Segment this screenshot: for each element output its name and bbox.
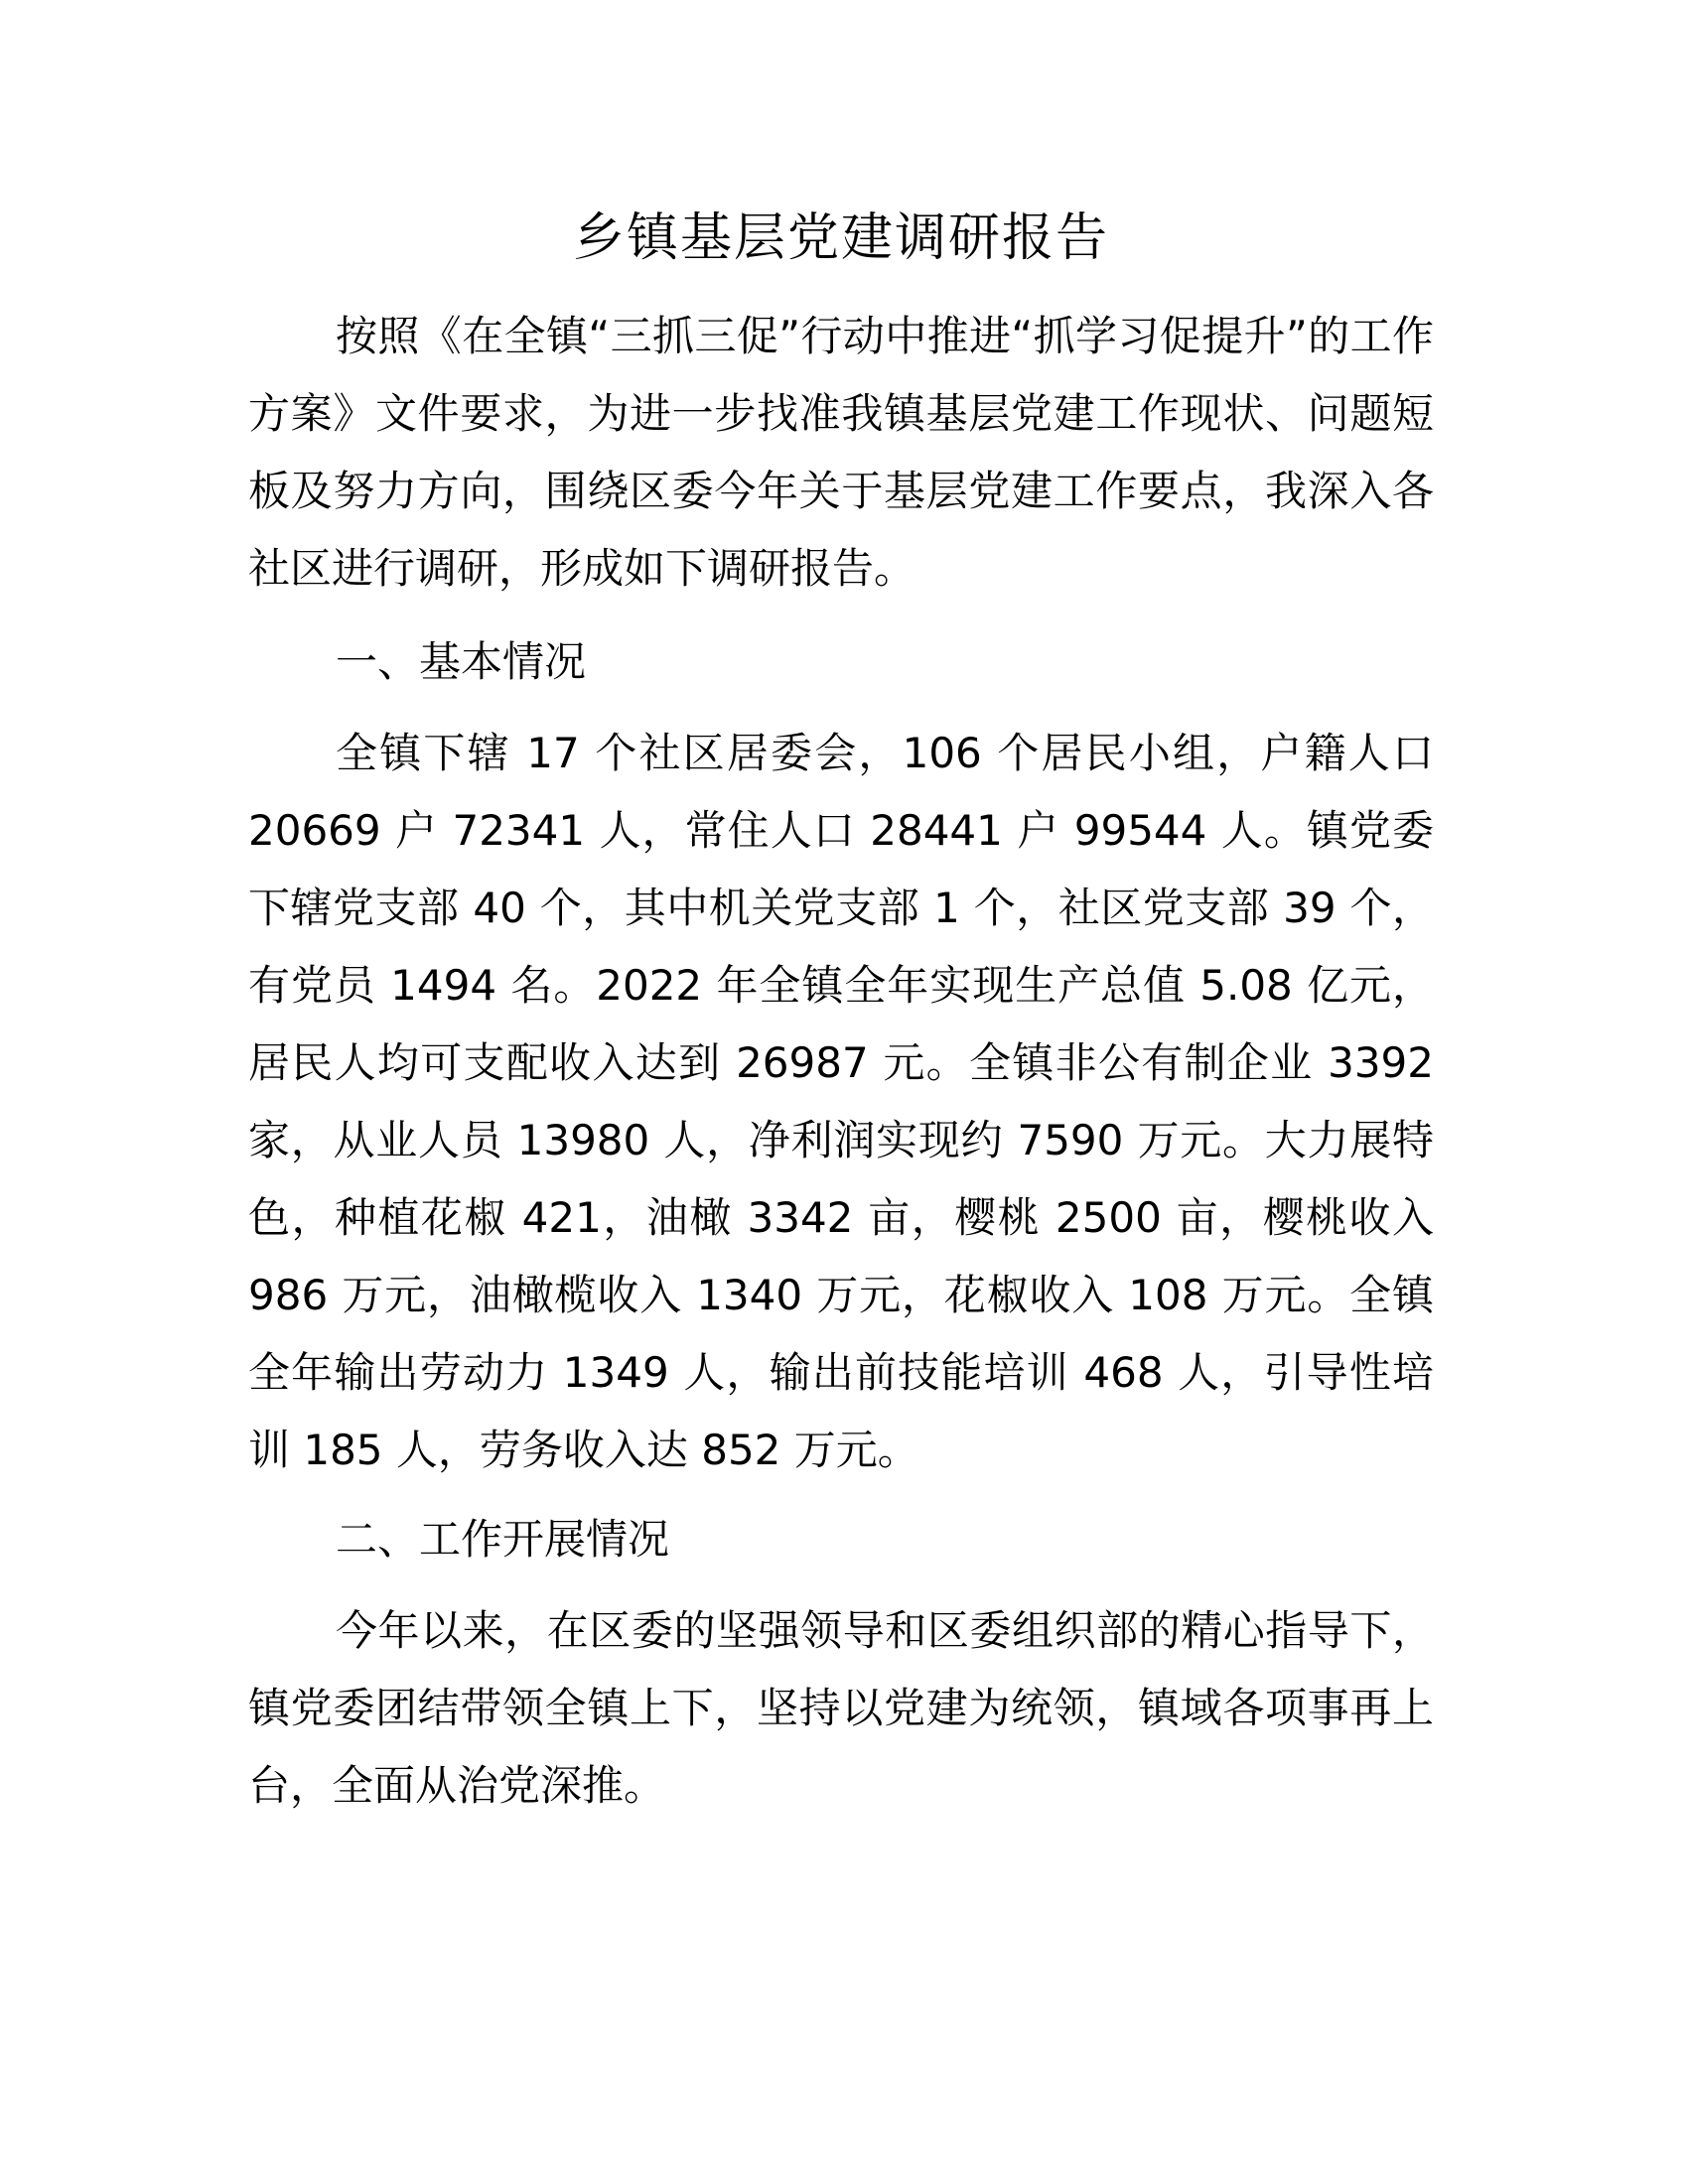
section-heading-work: 二、工作开展情况 bbox=[336, 1515, 670, 1564]
work-progress-paragraph: 今年以来，在区委的坚强领导和区委组织部的精心指导下，镇党委团结带领全镇上下，坚持以党建为统领，镇域各项事再上台，全面从治党深推。 bbox=[248, 1606, 1434, 1810]
document-title: 乡镇基层党建调研报告 bbox=[572, 208, 1109, 268]
basic-situation-paragraph: 全镇下辖 17 个社区居委会，106 个居民小组，户籍人口 20669 户 72341 人，常住人口 28441 户 99544 人。镇党委下辖党支部 40 个，其中机关党支部 1 个，社区党支部 39 个，有党员 1494 名。2022 年全镇全年实现生产总值 5.08 亿元，居民人均可支配收入达到 26987 元。全镇非公有制企业 3392 家，从业人员 13980 人，净利润实现约 7590 万元。大力展特色，种植花椒 421，油橄 3342 亩，樱桃 2500 亩，樱桃收入 986 万元，油橄榄收入 1340 万元，花椒收入 108 万元。全镇全年输出劳动力 1349 人，输出前技能培训 468 人，引导性培训 185 人，劳务收入达 852 万元。 bbox=[248, 729, 1434, 1474]
section-heading-basic: 一、基本情况 bbox=[336, 637, 587, 686]
document-page bbox=[248, 0, 1434, 2184]
intro-paragraph: 按照《在全镇“三抓三促”行动中推进“抓学习促提升”的工作方案》文件要求，为进一步找准我镇基层党建工作现状、问题短板及努力方向，围绕区委今年关于基层党建工作要点，我深入各社区进行调研，形成如下调研报告。 bbox=[248, 312, 1434, 593]
